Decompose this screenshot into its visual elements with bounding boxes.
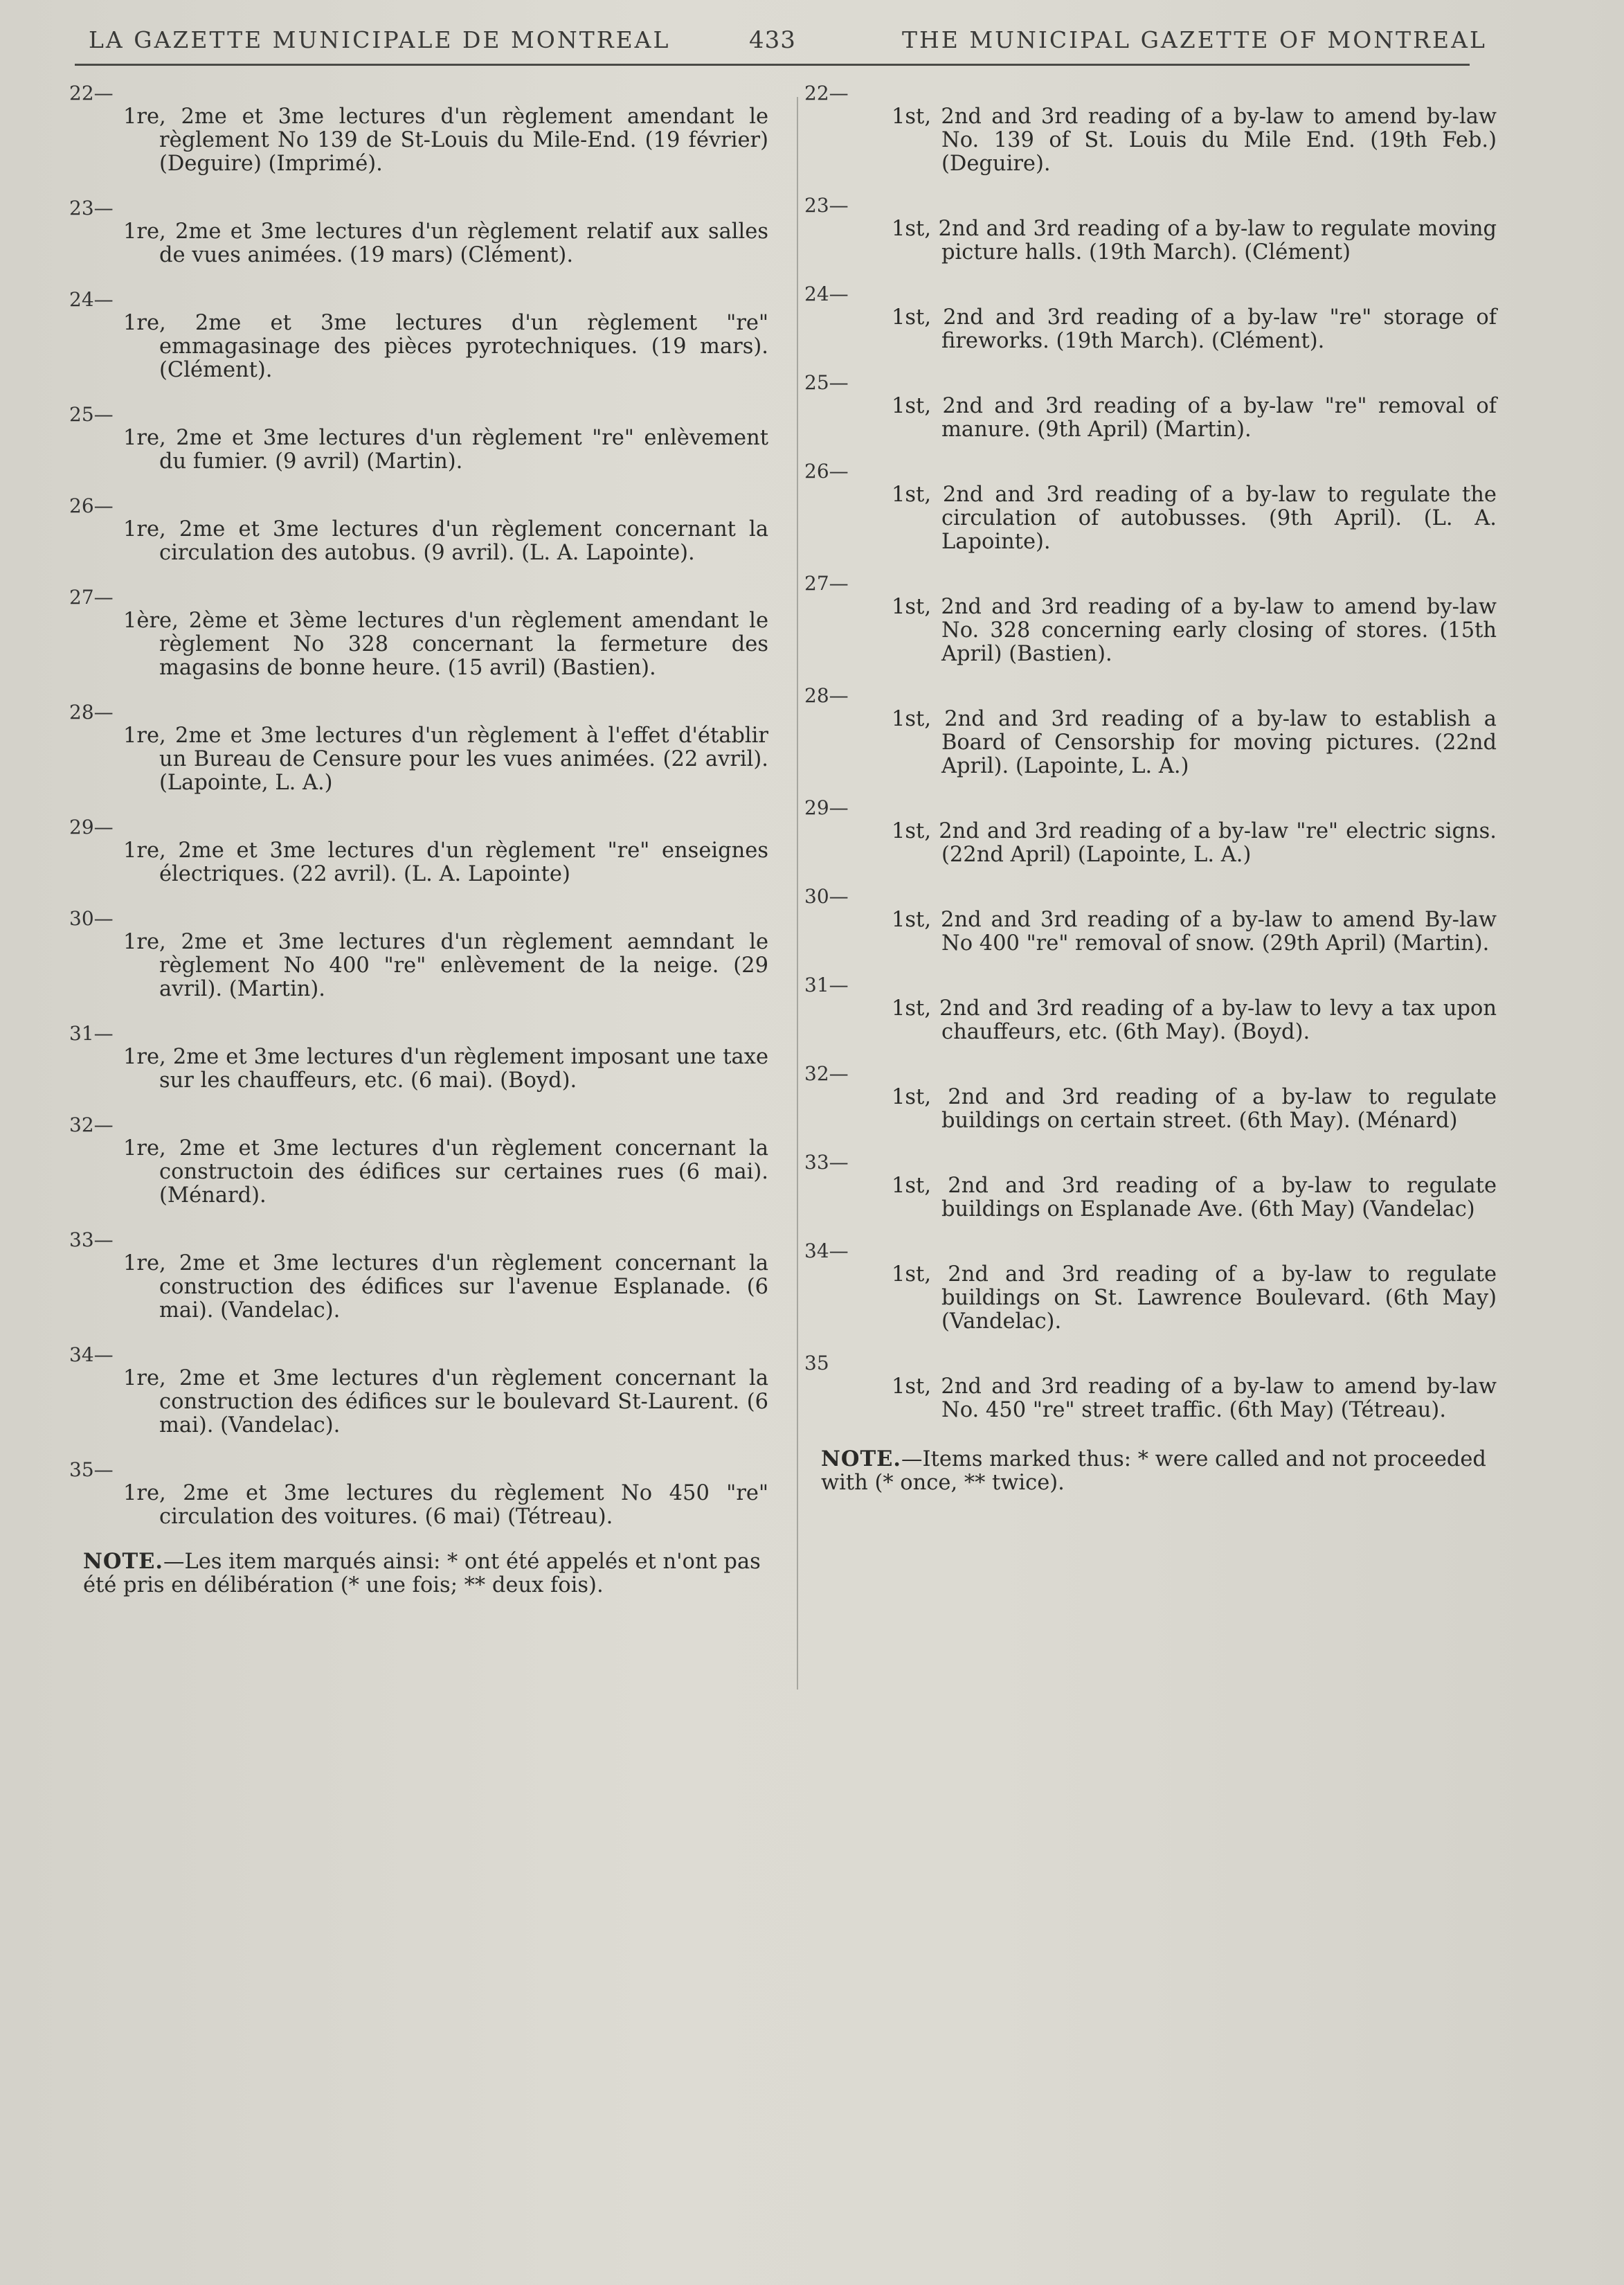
item-text: 1re, 2me et 3me lectures d'un règlement aemndant le règlement No 400 "re" enlèvement de la neige. (29 avril). (Martin).	[123, 930, 768, 1001]
list-item	[804, 684, 1497, 778]
item-number: 28—	[69, 701, 114, 724]
item-text: 1ère, 2ème et 3ème lectures d'un règlement amendant le règlement No 328 concernant la fermeture des magasins de bonne heure. (15 avril) (Bastien).	[123, 609, 768, 680]
list-item	[69, 288, 768, 382]
list-item	[804, 371, 1497, 442]
list-item	[69, 82, 768, 176]
list-item	[69, 494, 768, 565]
list-item	[69, 1113, 768, 1208]
list-item	[69, 197, 768, 267]
item-text: 1st, 2nd and 3rd reading of a by-law "re" storage of fireworks. (19th March). (Clément).	[892, 305, 1497, 353]
list-item	[804, 82, 1497, 176]
french-column	[69, 82, 768, 1597]
list-item	[69, 1458, 768, 1529]
item-text: 1re, 2me et 3me lectures d'un règlement "re" emmagasinage des pièces pyrotechniques. (19 mars). (Clément).	[123, 311, 768, 382]
note	[69, 1550, 768, 1597]
item-text: 1re, 2me et 3me lectures d'un règlement "re" enlèvement du fumier. (9 avril) (Martin).	[123, 426, 768, 474]
item-text: 1re, 2me et 3me lectures d'un règlement amendant le règlement No 139 de St-Louis du Mile-End. (19 février) (Deguire) (Imprimé).	[123, 105, 768, 176]
list-item	[804, 572, 1497, 666]
item-text: 1st, 2nd and 3rd reading of a by-law to regulate moving picture halls. (19th March). (Clément)	[892, 217, 1497, 265]
list-item	[69, 1228, 768, 1323]
item-number: 26—	[804, 460, 849, 483]
item-text: 1st, 2nd and 3rd reading of a by-law to amend by-law No. 139 of St. Louis du Mile End. (19th Feb.) (Deguire).	[892, 105, 1497, 176]
item-number: 27—	[804, 572, 849, 595]
note	[804, 1447, 1497, 1495]
item-text: 1st, 2nd and 3rd reading of a by-law to amend By-law No 400 "re" removal of snow. (29th April) (Martin).	[892, 908, 1497, 956]
item-number: 25—	[69, 403, 114, 426]
item-number: 34—	[69, 1343, 114, 1366]
list-item	[69, 586, 768, 680]
item-number: 35—	[69, 1458, 114, 1481]
page-number: 433	[749, 26, 796, 54]
english-column	[804, 82, 1497, 1495]
item-text: 1st, 2nd and 3rd reading of a by-law "re" electric signs. (22nd April) (Lapointe, L. A.)	[892, 819, 1497, 867]
item-text: 1re, 2me et 3me lectures d'un règlement "re" enseignes électriques. (22 avril). (L. A. Lapointe)	[123, 839, 768, 886]
item-text: 1st, 2nd and 3rd reading of a by-law to regulate buildings on St. Lawrence Boulevard. (6th May) (Vandelac).	[892, 1262, 1497, 1334]
item-number: 23—	[69, 197, 114, 219]
item-text: 1re, 2me et 3me lectures d'un règlement à l'effet d'établir un Bureau de Censure pour les vues animées. (22 avril). (Lapointe, L. A.)	[123, 724, 768, 795]
item-text: 1re, 2me et 3me lectures d'un règlement imposant une taxe sur les chauffeurs, etc. (6 mai). (Boyd).	[123, 1045, 768, 1093]
item-text: 1re, 2me et 3me lectures d'un règlement concernant la construction des édifices sur le boulevard St-Laurent. (6 mai). (Vandelac).	[123, 1366, 768, 1437]
list-item	[69, 907, 768, 1001]
note-label: NOTE.	[83, 1549, 164, 1574]
item-number: 30—	[69, 907, 114, 930]
list-item	[804, 460, 1497, 554]
item-number: 27—	[69, 586, 114, 609]
list-item	[804, 974, 1497, 1044]
item-number: 31—	[804, 974, 849, 996]
item-number: 33—	[804, 1151, 849, 1174]
item-number: 31—	[69, 1022, 114, 1045]
header-right-title: THE MUNICIPAL GAZETTE OF MONTREAL	[902, 26, 1487, 53]
column-divider	[797, 97, 798, 1690]
item-text: 1re, 2me et 3me lectures d'un règlement relatif aux salles de vues animées. (19 mars) (Clément).	[123, 219, 768, 267]
item-number: 28—	[804, 684, 849, 707]
note-text: —Les item marqués ainsi: * ont été appelés et n'ont pas été pris en délibération (* une fois; ** deux fois).	[83, 1550, 761, 1597]
item-number: 34—	[804, 1239, 849, 1262]
item-number: 33—	[69, 1228, 114, 1251]
item-text: 1st, 2nd and 3rd reading of a by-law to establish a Board of Censorship for moving pictures. (22nd April). (Lapointe, L. A.)	[892, 707, 1497, 778]
item-text: 1st, 2nd and 3rd reading of a by-law to levy a tax upon chauffeurs, etc. (6th May). (Boyd).	[892, 996, 1497, 1044]
list-item	[69, 403, 768, 474]
item-text: 1re, 2me et 3me lectures d'un règlement concernant la construction des édifices sur l'avenue Esplanade. (6 mai). (Vandelac).	[123, 1251, 768, 1323]
note-text: —Items marked thus: * were called and not proceeded with (* once, ** twice).	[821, 1447, 1486, 1495]
list-item	[804, 283, 1497, 353]
item-number: 26—	[69, 494, 114, 517]
list-item	[804, 1239, 1497, 1334]
item-number: 32—	[69, 1113, 114, 1136]
item-text: 1re, 2me et 3me lectures d'un règlement concernant la constructoin des édifices sur certaines rues (6 mai). (Ménard).	[123, 1136, 768, 1208]
item-number: 23—	[804, 194, 849, 217]
list-item	[804, 194, 1497, 265]
header-rule	[75, 64, 1470, 66]
list-item	[69, 1022, 768, 1093]
item-number: 35	[804, 1352, 829, 1374]
item-text: 1st, 2nd and 3rd reading of a by-law to amend by-law No. 450 "re" street traffic. (6th May) (Tétreau).	[892, 1374, 1497, 1422]
item-text: 1st, 2nd and 3rd reading of a by-law to regulate buildings on certain street. (6th May). (Ménard)	[892, 1085, 1497, 1133]
item-text: 1re, 2me et 3me lectures d'un règlement concernant la circulation des autobus. (9 avril). (L. A. Lapointe).	[123, 517, 768, 565]
item-number: 29—	[804, 796, 849, 819]
list-item	[69, 701, 768, 795]
item-number: 29—	[69, 816, 114, 839]
item-text: 1re, 2me et 3me lectures du règlement No 450 "re" circulation des voitures. (6 mai) (Tétreau).	[123, 1481, 768, 1529]
item-number: 30—	[804, 885, 849, 908]
item-text: 1st, 2nd and 3rd reading of a by-law to regulate the circulation of autobusses. (9th April). (L. A. Lapointe).	[892, 483, 1497, 554]
item-text: 1st, 2nd and 3rd reading of a by-law to amend by-law No. 328 concerning early closing of stores. (15th April) (Bastien).	[892, 595, 1497, 666]
list-item	[69, 1343, 768, 1437]
header-left-title: LA GAZETTE MUNICIPALE DE MONTREAL	[89, 26, 671, 53]
item-number: 32—	[804, 1062, 849, 1085]
note-label: NOTE.	[821, 1446, 902, 1471]
list-item	[804, 885, 1497, 956]
item-number: 25—	[804, 371, 849, 394]
item-number: 22—	[804, 82, 849, 105]
list-item	[804, 1352, 1497, 1422]
item-text: 1st, 2nd and 3rd reading of a by-law "re" removal of manure. (9th April) (Martin).	[892, 394, 1497, 442]
item-number: 22—	[69, 82, 114, 105]
list-item	[804, 1062, 1497, 1133]
item-number: 24—	[69, 288, 114, 311]
item-number: 24—	[804, 283, 849, 305]
list-item	[804, 1151, 1497, 1221]
item-text: 1st, 2nd and 3rd reading of a by-law to regulate buildings on Esplanade Ave. (6th May) (Vandelac)	[892, 1174, 1497, 1221]
list-item	[804, 796, 1497, 867]
list-item	[69, 816, 768, 886]
